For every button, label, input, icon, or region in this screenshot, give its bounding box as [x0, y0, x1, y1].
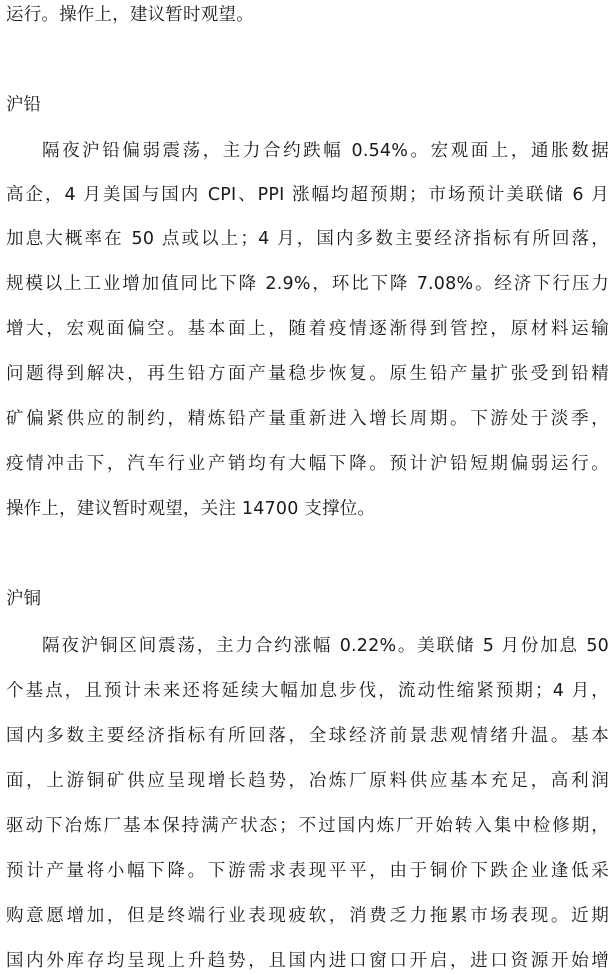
copper-paragraph-line: 个基点，且预计未来还将延续大幅加息步伐，流动性缩紧预期；4 月， [6, 681, 609, 701]
lead-paragraph-line: 矿偏紧供应的制约，精炼铅产量重新进入增长周期。下游处于淡季， [6, 409, 609, 429]
lead-paragraph-line: 隔夜沪铅偏弱震荡，主力合约跌幅 0.54%。宏观面上，通胀数据 [42, 141, 609, 161]
copper-paragraph-line: 面，上游铜矿供应呈现增长趋势，冶炼厂原料供应基本充足，高利润 [6, 771, 609, 791]
copper-paragraph-line: 预计产量将小幅下降。下游需求表现平平，由于铜价下跌企业逢低采 [6, 861, 609, 881]
copper-paragraph-line: 国内外库存均呈现上升趋势，且国内进口窗口开启，进口资源开始增 [6, 951, 609, 971]
lead-paragraph-line: 问题得到解决，再生铅方面产量稳步恢复。原生铅产量扩张受到铅精 [6, 364, 609, 384]
section-heading-copper: 沪铜 [6, 589, 41, 609]
copper-paragraph-line: 隔夜沪铜区间震荡，主力合约涨幅 0.22%。美联储 5 月份加息 50 [42, 636, 609, 656]
lead-paragraph-line: 高企，4 月美国与国内 CPI、PPI 涨幅均超预期；市场预计美联储 6 月 [6, 185, 609, 205]
copper-paragraph-line: 购意愿增加，但是终端行业表现疲软，消费乏力拖累市场表现。近期 [6, 906, 609, 926]
intro-tail-line: 运行。操作上，建议暂时观望。 [6, 5, 254, 25]
copper-paragraph-line: 国内多数主要经济指标有所回落，全球经济前景悲观情绪升温。基本 [6, 726, 609, 746]
lead-paragraph-line: 规模以上工业增加值同比下降 2.9%，环比下降 7.08%。经济下行压力 [6, 274, 609, 294]
lead-paragraph-line: 加息大概率在 50 点或以上；4 月，国内多数主要经济指标有所回落， [6, 229, 609, 249]
lead-paragraph-line: 操作上，建议暂时观望，关注 14700 支撑位。 [6, 499, 376, 519]
copper-paragraph-line: 驱动下冶炼厂基本保持满产状态；不过国内炼厂开始转入集中检修期， [6, 816, 609, 836]
lead-paragraph-line: 增大，宏观面偏空。基本面上，随着疫情逐渐得到管控，原材料运输 [6, 319, 609, 339]
section-heading-lead: 沪铅 [6, 95, 41, 115]
lead-paragraph-line: 疫情冲击下，汽车行业产销均有大幅下降。预计沪铅短期偏弱运行。 [6, 454, 609, 474]
